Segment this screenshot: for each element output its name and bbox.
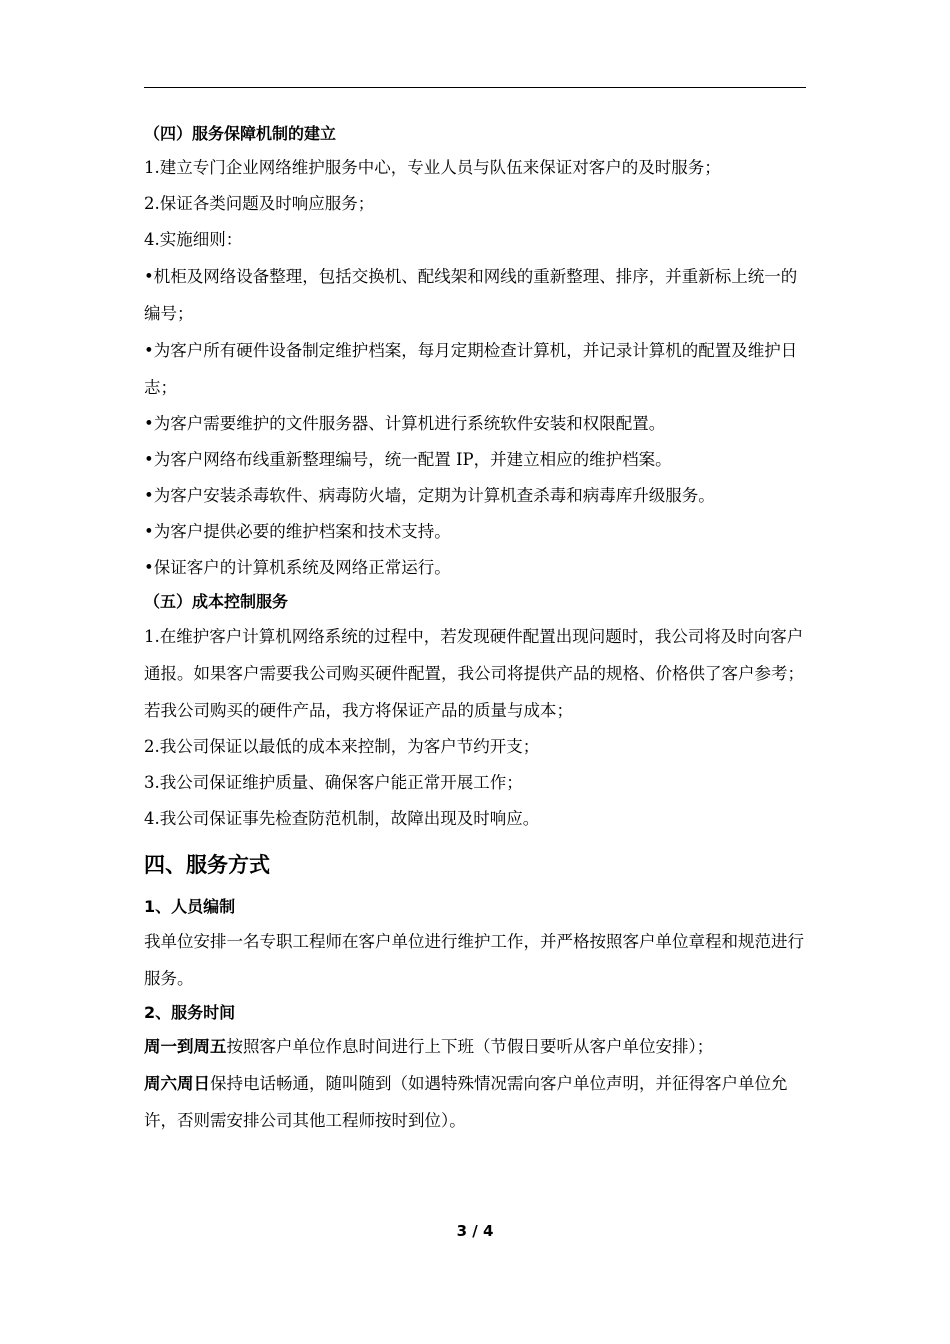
bullet-item: •为客户所有硬件设备制定维护档案，每月定期检查计算机，并记录计算机的配置及维护日志；	[144, 341, 798, 397]
weekday-label: 周一到周五	[144, 1037, 227, 1056]
subsection-heading-staff: 1、人员编制	[144, 897, 236, 916]
service-time-weekend	[144, 1065, 806, 1139]
bullet-item: •为客户提供必要的维护档案和技术支持。	[144, 522, 451, 541]
header-rule	[144, 87, 806, 88]
bullet-item: •保证客户的计算机系统及网络正常运行。	[144, 558, 451, 577]
paragraph: 2.我公司保证以最低的成本来控制，为客户节约开支；	[144, 737, 540, 756]
bullet-item: •机柜及网络设备整理，包括交换机、配线架和网线的重新整理、排序，并重新标上统一的编号；	[144, 267, 798, 323]
chapter-heading: 四、服务方式	[144, 853, 270, 877]
paragraph: 3.我公司保证维护质量、确保客户能正常开展工作；	[144, 773, 523, 792]
weekend-label: 周六周日	[144, 1074, 210, 1093]
bullet-item: •为客户安装杀毒软件、病毒防火墙，定期为计算机查杀毒和病毒库升级服务。	[144, 486, 715, 505]
subsection-heading-time: 2、服务时间	[144, 1003, 236, 1022]
paragraph: 1.建立专门企业网络维护服务中心，专业人员与队伍来保证对客户的及时服务；	[144, 158, 721, 177]
document-body	[144, 118, 806, 1139]
weekday-text: 按照客户单位作息时间进行上下班（节假日要听从客户单位安排）；	[226, 1037, 714, 1056]
weekend-text: 保持电话畅通，随叫随到（如遇特殊情况需向客户单位声明，并征得客户单位允许，否则需安排公司其他工程师按时到位）。	[144, 1074, 788, 1130]
paragraph: 2.保证各类问题及时响应服务；	[144, 194, 375, 213]
paragraph: 1.在维护客户计算机网络系统的过程中，若发现硬件配置出现问题时，我公司将及时向客户通报。如果客户需要我公司购买硬件配置，我公司将提供产品的规格、价格供了客户参考；若我公司购买的硬件产品，我方将保证产品的质量与成本；	[144, 627, 804, 720]
bullet-item: •为客户需要维护的文件服务器、计算机进行系统软件安装和权限配置。	[144, 414, 666, 433]
service-time-weekday	[144, 1029, 806, 1065]
paragraph: 4.实施细则：	[144, 230, 243, 249]
paragraph: 我单位安排一名专职工程师在客户单位进行维护工作，并严格按照客户单位章程和规范进行服务。	[144, 932, 804, 988]
paragraph: 4.我公司保证事先检查防范机制，故障出现及时响应。	[144, 809, 540, 828]
page-number: 3 / 4	[456, 1222, 494, 1240]
section-heading-4: （四）服务保障机制的建立	[144, 124, 337, 143]
section-heading-5: （五）成本控制服务	[144, 592, 289, 611]
bullet-item: •为客户网络布线重新整理编号，统一配置 IP，并建立相应的维护档案。	[144, 450, 672, 469]
